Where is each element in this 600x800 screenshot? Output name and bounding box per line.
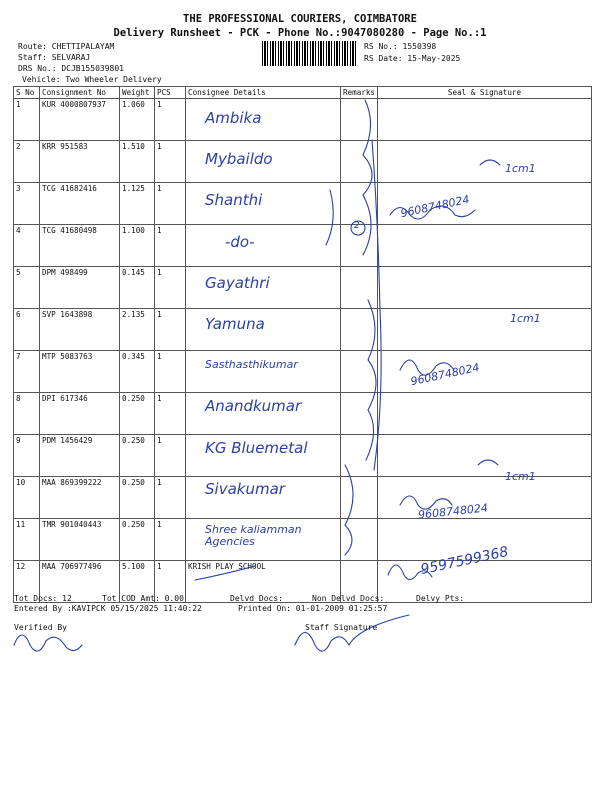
non-delivered-docs: Non Delvd Docs: [312, 594, 385, 603]
serial-number-cell: 2 [14, 141, 40, 183]
handwritten-consignee: Ambika [205, 109, 262, 127]
serial-number-cell: 4 [14, 225, 40, 267]
col-header: Weight [120, 87, 155, 99]
col-header: Consignee Details [186, 87, 341, 99]
serial-number-cell: 10 [14, 477, 40, 519]
bracket-icon [326, 190, 333, 245]
pcs-cell: 1 [155, 393, 186, 435]
weight-cell: 0.345 [120, 351, 155, 393]
handwritten-consignee: -do- [225, 232, 255, 251]
staff-signature-label: Staff Signature [305, 623, 378, 632]
consignment-number-cell: TMR 901040443 [40, 519, 120, 561]
rs-date: RS Date: 15-May-2025 [364, 54, 461, 63]
consignment-number-cell: TCG 41682416 [40, 183, 120, 225]
col-header: S No [14, 87, 40, 99]
handwritten-consignee: Shanthi [205, 191, 263, 210]
handwritten-circle-number: 2 [354, 221, 360, 231]
handwritten-consignee: Gayathri [205, 273, 270, 292]
pcs-cell: 1 [155, 225, 186, 267]
weight-cell: 1.100 [120, 225, 155, 267]
weight-cell: 0.250 [120, 393, 155, 435]
check-icon [478, 460, 498, 465]
pcs-cell: 1 [155, 435, 186, 477]
handwritten-consignee: Sasthasthikumar [205, 358, 298, 372]
serial-number-cell: 12 [14, 561, 40, 603]
weight-cell: 0.250 [120, 519, 155, 561]
check-icon [480, 160, 500, 165]
delivered-docs: Delvd Docs: [230, 594, 283, 603]
serial-number-cell: 1 [14, 99, 40, 141]
weight-cell: 0.145 [120, 267, 155, 309]
handwritten-phone: 9608748024 [417, 501, 489, 522]
pcs-cell: 1 [155, 561, 186, 603]
serial-number-cell: 8 [14, 393, 40, 435]
weight-cell: 2.135 [120, 309, 155, 351]
consignment-number-cell: SVP 1643898 [40, 309, 120, 351]
remarks-bracket-icon [345, 465, 353, 555]
col-header: Seal & Signature [378, 87, 592, 99]
consignment-number-cell: MTP 5083763 [40, 351, 120, 393]
consignment-number-cell: TCG 41680498 [40, 225, 120, 267]
handwritten-consignee: KG Bluemetal [205, 438, 308, 457]
delivery-points: Delvy Pts: [416, 594, 465, 603]
vertical-line-icon [372, 140, 381, 470]
col-header: PCS [155, 87, 186, 99]
consignment-number-cell: KUR 4000807937 [40, 99, 120, 141]
consignment-number-cell: DPI 617346 [40, 393, 120, 435]
total-cod: Tot COD Amt: 0.00 [102, 594, 184, 603]
staff-signature-icon [295, 615, 409, 651]
staff-label: Staff: SELVARAJ [18, 53, 91, 62]
serial-number-cell: 9 [14, 435, 40, 477]
pcs-cell: 1 [155, 519, 186, 561]
consignee-cell: KRISH PLAY SCHOOL [186, 561, 341, 603]
serial-number-cell: 7 [14, 351, 40, 393]
pcs-cell: 1 [155, 351, 186, 393]
handwritten-consignee: Shree kaliamman Agencies [205, 523, 302, 548]
handwritten-phone: 9608748024 [409, 360, 481, 389]
remarks-bracket-icon [366, 300, 376, 460]
total-docs: Tot Docs: 12 [14, 594, 72, 603]
runsheet-title: Delivery Runsheet - PCK - Phone No.:9047080280 - Page No.:1 [113, 27, 487, 39]
col-header: Remarks [341, 87, 378, 99]
consignment-number-cell: MAA 706977496 [40, 561, 120, 603]
pcs-cell: 1 [155, 99, 186, 141]
printed-on: Printed On: 01-01-2009 01:25:57 [238, 604, 388, 613]
serial-number-cell: 5 [14, 267, 40, 309]
handwritten-consignee: Yamuna [205, 315, 265, 333]
serial-number-cell: 3 [14, 183, 40, 225]
pcs-cell: 1 [155, 267, 186, 309]
handwritten-consignee: Sivakumar [205, 479, 285, 498]
weight-cell: 1.060 [120, 99, 155, 141]
weight-cell: 5.100 [120, 561, 155, 603]
handwritten-phone: 9597599368 [419, 543, 510, 579]
serial-number-cell: 11 [14, 519, 40, 561]
rs-number: RS No.: 1550398 [364, 42, 437, 51]
serial-number-cell: 6 [14, 309, 40, 351]
handwritten-mark: 1cm1 [505, 470, 536, 483]
company-title: THE PROFESSIONAL COURIERS, COIMBATORE [183, 13, 417, 25]
pcs-cell: 1 [155, 309, 186, 351]
pcs-cell: 1 [155, 183, 186, 225]
handwritten-consignee: Anandkumar [205, 397, 302, 416]
weight-cell: 0.250 [120, 477, 155, 519]
weight-cell: 0.250 [120, 435, 155, 477]
consignment-number-cell: PDM 1456429 [40, 435, 120, 477]
weight-cell: 1.125 [120, 183, 155, 225]
route-label: Route: CHETTIPALAYAM [18, 42, 115, 51]
entered-by: Entered By :KAVIPCK 05/15/2025 11:40:22 [14, 604, 202, 613]
consignment-number-cell: DPM 498499 [40, 267, 120, 309]
verifier-signature-icon [14, 635, 82, 651]
weight-cell: 1.510 [120, 141, 155, 183]
underline-icon [195, 566, 255, 580]
handwritten-phone: 9608748024 [399, 192, 471, 221]
drs-number: DRS No.: DCJB155039801 [18, 64, 124, 73]
pcs-cell: 1 [155, 141, 186, 183]
handwritten-consignee: Mybaildo [205, 150, 273, 169]
vehicle-label: Vehicle: Two Wheeler Delivery [22, 75, 162, 84]
col-header: Consignment No [40, 87, 120, 99]
handwritten-mark: 1cm1 [505, 162, 536, 175]
handwritten-mark: 1cm1 [510, 312, 541, 325]
consignment-number-cell: MAA 869399222 [40, 477, 120, 519]
verified-by-label: Verified By [14, 623, 67, 632]
consignment-number-cell: KRR 951583 [40, 141, 120, 183]
pcs-cell: 1 [155, 477, 186, 519]
